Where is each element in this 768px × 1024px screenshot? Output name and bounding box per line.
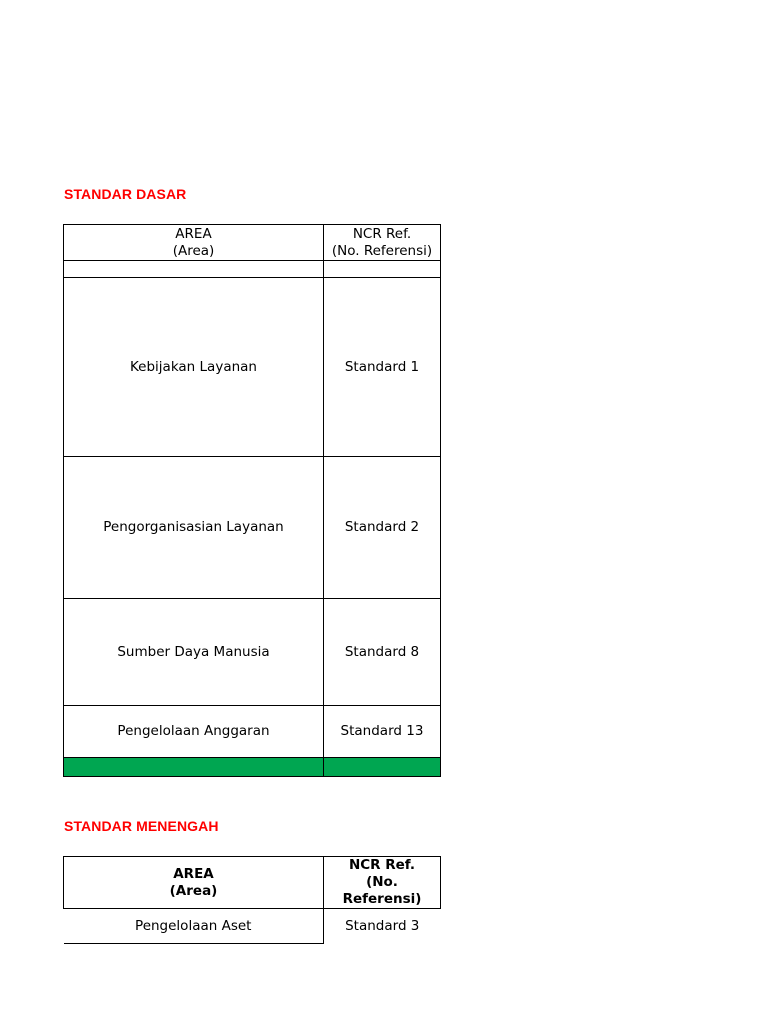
- header-ncr-ref: [324, 225, 441, 261]
- ref-cell: Standard 1: [324, 278, 441, 457]
- table-row: [64, 278, 441, 457]
- section-title-standar-dasar: STANDAR DASAR: [64, 186, 187, 202]
- table-row: [64, 706, 441, 758]
- header-ncr-ref: [324, 857, 441, 909]
- green-footer-row: [64, 758, 441, 777]
- area-cell: Kebijakan Layanan: [64, 278, 324, 457]
- green-fill-cell: [324, 758, 441, 777]
- header-area-sublabel: (Area): [172, 242, 215, 259]
- area-cell: Sumber Daya Manusia: [64, 599, 324, 706]
- table-row: [64, 457, 441, 599]
- ref-cell: Standard 3: [324, 909, 441, 944]
- header-area-label: AREA: [173, 865, 214, 882]
- header-ref-label: NCR Ref.: [348, 857, 416, 873]
- table-header-row: [64, 857, 441, 909]
- table-row: [64, 599, 441, 706]
- blank-row: [64, 261, 441, 278]
- header-area-sublabel: (Area): [169, 882, 218, 899]
- area-cell: Pengelolaan Aset: [64, 909, 324, 944]
- area-cell: Pengorganisasian Layanan: [64, 457, 324, 599]
- ref-cell: Standard 8: [324, 599, 441, 706]
- blank-cell: [64, 261, 324, 278]
- area-cell: Pengelolaan Anggaran: [64, 706, 324, 758]
- standar-dasar-table: [63, 224, 441, 777]
- table-row: [64, 909, 441, 944]
- header-area: [64, 225, 324, 261]
- ref-cell: Standard 13: [324, 706, 441, 758]
- standar-menengah-table: [63, 856, 441, 944]
- header-area: [64, 857, 324, 909]
- ref-cell: Standard 2: [324, 457, 441, 599]
- table-header-row: [64, 225, 441, 261]
- header-area-label: AREA: [175, 225, 212, 242]
- header-ref-label: NCR Ref.: [352, 225, 412, 242]
- green-fill-cell: [64, 758, 324, 777]
- header-ref-sublabel: (No. Referensi): [331, 242, 433, 259]
- header-ref-sublabel: (No. Referensi): [342, 874, 422, 907]
- blank-cell: [324, 261, 441, 278]
- section-title-standar-menengah: STANDAR MENENGAH: [64, 818, 219, 834]
